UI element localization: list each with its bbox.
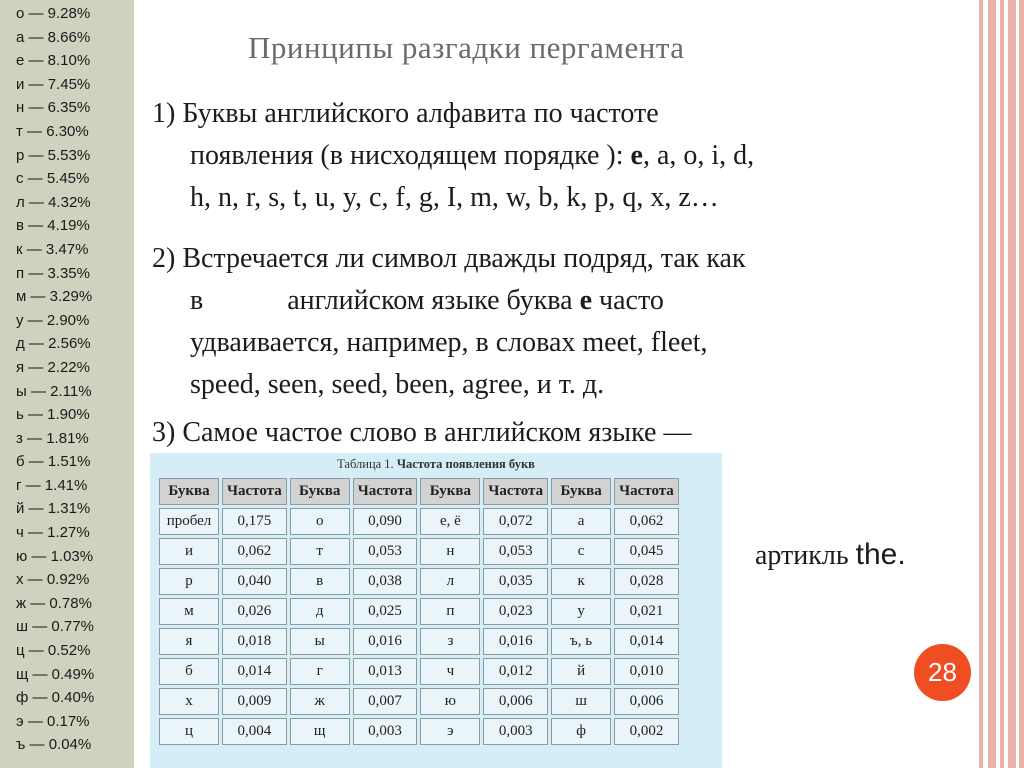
letter-cell: ф — [551, 718, 611, 745]
table-row — [159, 718, 679, 745]
paragraph-2 — [152, 238, 746, 406]
table-caption — [150, 453, 722, 475]
paragraph-2-line-1: 2) Встречается ли символ дважды подряд, так как — [152, 243, 746, 274]
frequency-cell: 0,007 — [353, 688, 418, 715]
the-word: the. — [855, 538, 906, 571]
table-row — [159, 568, 679, 595]
letter-cell: с — [551, 538, 611, 565]
frequency-cell: 0,009 — [222, 688, 287, 715]
letter-cell: а — [551, 508, 611, 535]
column-header: Буква — [159, 478, 219, 505]
letter-cell: й — [551, 658, 611, 685]
column-header: Буква — [551, 478, 611, 505]
letter-cell: в — [290, 568, 350, 595]
letter-cell: п — [420, 598, 480, 625]
frequency-item: с — 5.45% — [16, 170, 90, 188]
letter-cell: н — [420, 538, 480, 565]
text-span: артикль — [755, 540, 856, 571]
frequency-cell: 0,018 — [222, 628, 287, 655]
letter-cell: ц — [159, 718, 219, 745]
frequency-item: п — 3.35% — [16, 264, 90, 282]
column-header: Частота — [614, 478, 679, 505]
decorative-stripe — [988, 0, 996, 768]
column-header: Буква — [290, 478, 350, 505]
table-row — [159, 598, 679, 625]
decorative-stripe — [1019, 0, 1024, 768]
frequency-cell: 0,028 — [614, 568, 679, 595]
text-span: , a, o, i, d, — [642, 140, 755, 171]
frequency-cell: 0,006 — [483, 688, 548, 715]
frequency-cell: 0,040 — [222, 568, 287, 595]
text-span: часто — [592, 285, 664, 316]
table-row — [159, 508, 679, 535]
column-header: Частота — [353, 478, 418, 505]
frequency-cell: 0,045 — [614, 538, 679, 565]
letter-cell: ы — [290, 628, 350, 655]
frequency-item: о — 9.28% — [16, 5, 91, 22]
frequency-item: р — 5.53% — [16, 146, 91, 164]
letter-cell: о — [290, 508, 350, 535]
frequency-item: ь — 1.90% — [16, 406, 90, 424]
frequency-cell: 0,062 — [614, 508, 679, 535]
frequency-item: ш — 0.77% — [16, 618, 94, 636]
text-span: в английском языке буква — [190, 285, 580, 316]
letter-cell: к — [551, 568, 611, 595]
frequency-item: в — 4.19% — [16, 217, 90, 235]
table-header-row — [159, 478, 679, 505]
letter-cell: т — [290, 538, 350, 565]
frequency-item: щ — 0.49% — [16, 665, 95, 683]
letter-cell: щ — [290, 718, 350, 745]
paragraph-3-line-1: 3) Самое частое слово в английском языке — — [152, 417, 692, 448]
paragraph-1-line-1: 1) Буквы английского алфавита по частоте — [152, 98, 659, 129]
column-header: Буква — [420, 478, 480, 505]
frequency-item: э — 0.17% — [16, 712, 90, 730]
letter-cell: р — [159, 568, 219, 595]
letter-cell: г — [290, 658, 350, 685]
frequency-cell: 0,003 — [483, 718, 548, 745]
letter-cell: пробел — [159, 508, 219, 535]
frequency-cell: 0,053 — [483, 538, 548, 565]
frequency-cell: 0,053 — [353, 538, 418, 565]
letter-cell: л — [420, 568, 480, 595]
frequency-item: е — 8.10% — [16, 52, 91, 70]
frequency-cell: 0,023 — [483, 598, 548, 625]
frequency-cell: 0,035 — [483, 568, 548, 595]
frequency-item: л — 4.32% — [16, 193, 91, 211]
column-header: Частота — [483, 478, 548, 505]
table-row — [159, 688, 679, 715]
letter-cell: м — [159, 598, 219, 625]
letter-cell: ш — [551, 688, 611, 715]
paragraph-2-line-2 — [152, 280, 746, 322]
frequency-cell: 0,026 — [222, 598, 287, 625]
letter-cell: я — [159, 628, 219, 655]
letter-cell: б — [159, 658, 219, 685]
frequency-item: ц — 0.52% — [16, 642, 91, 660]
frequency-item: к — 3.47% — [16, 240, 89, 258]
frequency-cell: 0,002 — [614, 718, 679, 745]
letter-cell: у — [551, 598, 611, 625]
frequency-item: ъ — 0.04% — [16, 736, 92, 754]
letter-cell: ю — [420, 688, 480, 715]
paragraph-1-line-2 — [152, 135, 754, 177]
letter-cell: ж — [290, 688, 350, 715]
frequency-item: д — 2.56% — [16, 335, 91, 353]
frequency-cell: 0,014 — [614, 628, 679, 655]
frequency-cell: 0,003 — [353, 718, 418, 745]
slide-number-badge: 28 — [914, 644, 971, 701]
letter-cell: е, ё — [420, 508, 480, 535]
decorative-stripe — [979, 0, 983, 768]
caption-prefix: Таблица 1. — [337, 457, 394, 471]
frequency-cell: 0,014 — [222, 658, 287, 685]
paragraph-2-line-4: speed, seen, seed, been, agree, и т. д. — [190, 369, 605, 400]
frequency-item: б — 1.51% — [16, 453, 91, 471]
table-row — [159, 658, 679, 685]
letter-frequency-sidebar — [0, 0, 134, 768]
slide-title: Принципы разгадки пергамента — [248, 30, 685, 65]
table-row — [159, 628, 679, 655]
decorative-stripe — [1008, 0, 1016, 768]
frequency-item: ф — 0.40% — [16, 689, 95, 707]
frequency-item: и — 7.45% — [16, 75, 91, 93]
frequency-cell: 0,012 — [483, 658, 548, 685]
frequency-item: я — 2.22% — [16, 358, 90, 376]
frequency-item: а — 8.66% — [16, 28, 91, 46]
frequency-cell: 0,016 — [483, 628, 548, 655]
paragraph-2-line-3: удваивается, например, в словах meet, fleet, — [190, 327, 708, 358]
frequency-cell: 0,175 — [222, 508, 287, 535]
frequency-cell: 0,062 — [222, 538, 287, 565]
frequency-cell: 0,016 — [353, 628, 418, 655]
frequency-cell: 0,038 — [353, 568, 418, 595]
letter-cell: з — [420, 628, 480, 655]
frequency-item: г — 1.41% — [16, 476, 88, 494]
frequency-item: х — 0.92% — [16, 571, 90, 589]
decorative-stripe — [1000, 0, 1004, 768]
column-header: Частота — [222, 478, 287, 505]
frequency-item: т — 6.30% — [16, 122, 89, 140]
letter-cell: ъ, ь — [551, 628, 611, 655]
frequency-cell: 0,025 — [353, 598, 418, 625]
letter-cell: х — [159, 688, 219, 715]
paragraph-3 — [152, 412, 691, 454]
caption-title: Частота появления букв — [396, 457, 535, 471]
frequency-item: й — 1.31% — [16, 500, 91, 518]
frequency-item: ж — 0.78% — [16, 594, 92, 612]
letter-cell: э — [420, 718, 480, 745]
frequency-item: ч — 1.27% — [16, 524, 90, 542]
frequency-item: ю — 1.03% — [16, 547, 94, 565]
frequency-cell: 0,021 — [614, 598, 679, 625]
frequency-item: у — 2.90% — [16, 311, 90, 329]
frequency-cell: 0,090 — [353, 508, 418, 535]
paragraph-3-ending — [755, 538, 906, 572]
frequency-item: м — 3.29% — [16, 288, 93, 306]
table-row — [159, 538, 679, 565]
frequency-item: ы — 2.11% — [16, 382, 92, 400]
letter-cell: и — [159, 538, 219, 565]
frequency-cell: 0,004 — [222, 718, 287, 745]
frequency-item: н — 6.35% — [16, 99, 91, 117]
frequency-cell: 0,006 — [614, 688, 679, 715]
paragraph-1 — [152, 93, 754, 219]
letter-cell: ч — [420, 658, 480, 685]
frequency-cell: 0,013 — [353, 658, 418, 685]
table-body — [159, 508, 679, 745]
frequency-cell: 0,072 — [483, 508, 548, 535]
frequency-cell: 0,010 — [614, 658, 679, 685]
frequency-table — [156, 475, 682, 748]
letter-cell: д — [290, 598, 350, 625]
bold-letter: e — [579, 285, 593, 316]
frequency-table-image — [150, 453, 722, 768]
frequency-item: з — 1.81% — [16, 429, 89, 447]
bold-letter: e — [630, 140, 643, 171]
text-span: появления (в нисходящем порядке ): — [190, 140, 631, 171]
paragraph-1-line-3: h, n, r, s, t, u, y, c, f, g, I, m, w, b, k, p, q, x, z… — [190, 182, 719, 213]
